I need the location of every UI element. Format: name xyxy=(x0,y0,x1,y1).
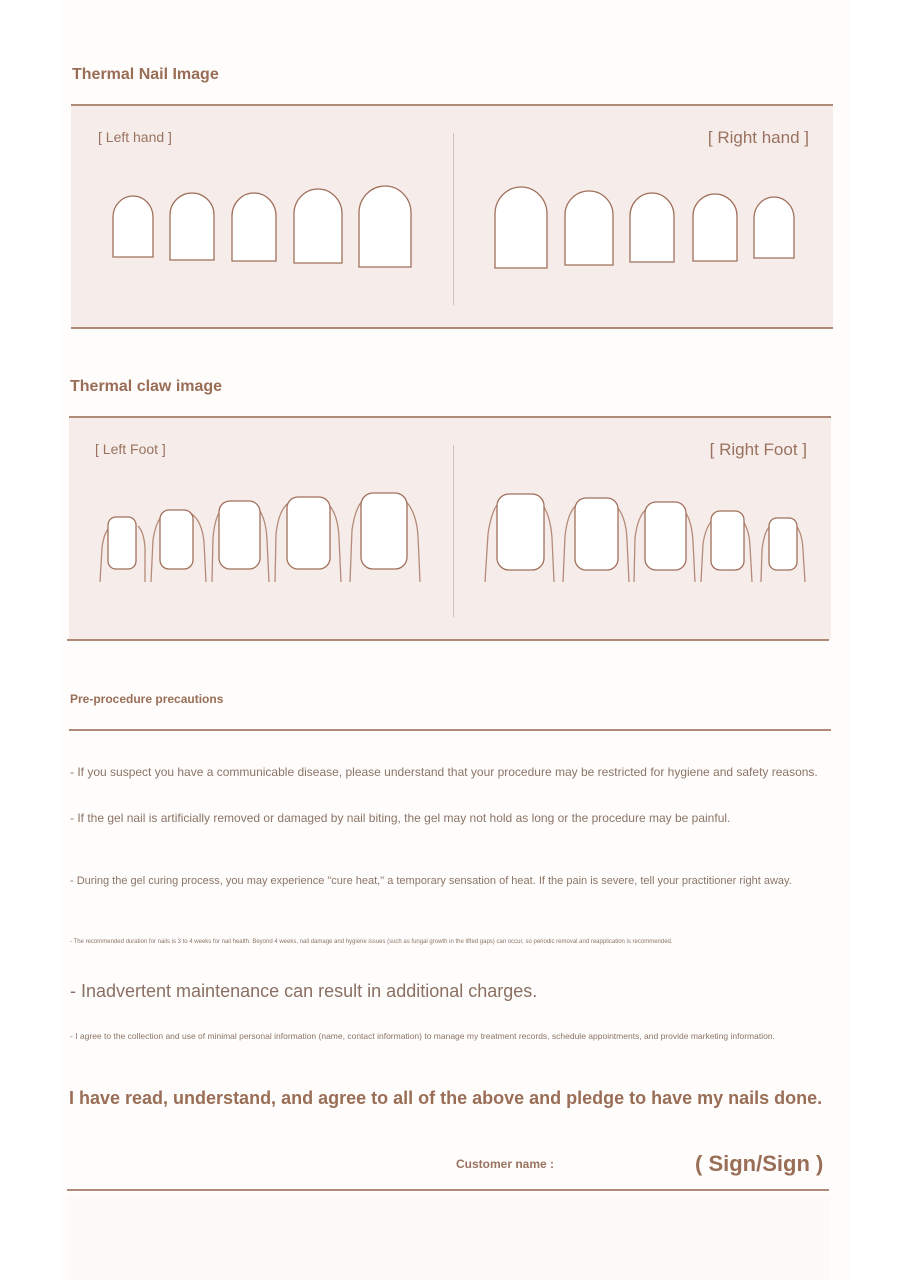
signature-rule xyxy=(67,1189,829,1191)
customer-name-label: Customer name : xyxy=(456,1157,555,1171)
left-foot-label: [ Left Foot ] xyxy=(95,441,166,457)
left-toe-nail-5 xyxy=(361,493,407,569)
bottom-area xyxy=(67,1195,830,1280)
right-foot-label: [ Right Foot ] xyxy=(709,440,807,459)
signature-field[interactable]: ( Sign/Sign ) xyxy=(695,1151,824,1176)
left-toe-nail-3 xyxy=(219,501,260,569)
precaution-item: - If you suspect you have a communicable disease, please understand that your procedure may be restricted for hygiene and safety reasons. xyxy=(70,765,818,779)
precaution-item: - During the gel curing process, you may experience "cure heat," a temporary sensation of heat. If the pain is severe, tell your practitioner right away. xyxy=(70,875,792,887)
precaution-item: - Inadvertent maintenance can result in additional charges. xyxy=(70,981,538,1001)
right-hand-label: [ Right hand ] xyxy=(707,128,809,147)
left-hand-label: [ Left hand ] xyxy=(98,129,172,145)
precaution-item: - The recommended duration for nails is 3 to 4 weeks for nail health. Beyond 4 weeks, nail damage and hygiene issues (such as fungal growth in the lifted gaps) can occur, so periodic removal and reapplication is recommended. xyxy=(70,939,673,945)
agreement-statement: I have read, understand, and agree to all of the above and pledge to have my nails done. xyxy=(69,1088,823,1108)
left-toe-nail-1 xyxy=(108,517,136,569)
nail-section-title: Thermal Nail Image xyxy=(72,66,219,83)
right-toe-nail-5 xyxy=(769,518,797,570)
left-toe-nail-4 xyxy=(287,497,330,569)
left-toe-nail-2 xyxy=(160,510,193,569)
precaution-item: - If the gel nail is artificially removed or damaged by nail biting, the gel may not hold as long or the procedure may be painful. xyxy=(70,811,731,825)
precautions-title: Pre-procedure precautions xyxy=(70,692,224,706)
right-toe-nail-4 xyxy=(711,511,744,570)
precaution-item: - I agree to the collection and use of minimal personal information (name, contact information) to manage my treatment records, schedule appointments, and provide marketing information. xyxy=(70,1031,775,1041)
right-toe-nail-3 xyxy=(645,502,686,570)
precautions-rule xyxy=(69,729,831,731)
right-toe-nail-2 xyxy=(575,498,618,570)
claw-section-title: Thermal claw image xyxy=(70,378,223,395)
right-toe-nail-1 xyxy=(497,494,544,570)
